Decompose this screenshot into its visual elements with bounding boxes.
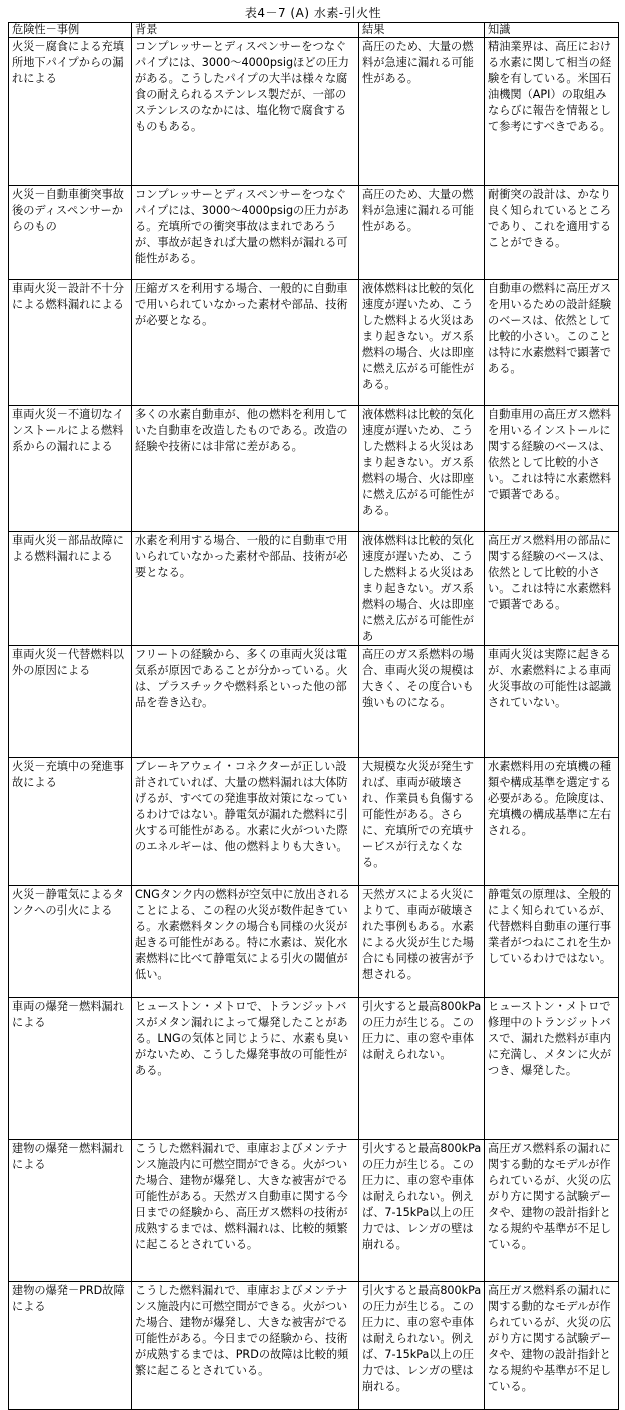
cell-hazard: 火災－静電気によるタンクへの引火による <box>9 886 132 998</box>
cell-knowledge: 高圧ガス燃料系の漏れに関する動的なモデルが作られているが、火災の広がり方に関する試験データや、建物の設計指針となる規約や基準が不足している。 <box>485 1140 619 1282</box>
table-row <box>9 758 619 886</box>
cell-knowledge: 自動車の燃料に高圧ガスを用いるための設計経験のベースは、依然として比較的小さい。このことは特に水素燃料で顕著である。 <box>485 280 619 406</box>
table-row <box>9 532 619 646</box>
cell-result: 高圧のため、大量の燃料が急速に漏れる可能性がある。 <box>359 38 485 186</box>
cell-knowledge: 高圧ガス燃料系の漏れに関する動的なモデルが作られているが、火災の広がり方に関する試験データや、建物の設計指針となる規約や基準が不足している。 <box>485 1282 619 1410</box>
cell-result: 天然ガスによる火災によりて、車両が破壊された事例もある。水素による火災が生じた場合にも同様の被害が予想される。 <box>359 886 485 998</box>
cell-background: CNGタンク内の燃料が空気中に放出されることによる、この程の火災が数件起きている。水素燃料タンクの場合も同様の火災が起きる可能性がある。特に水素は、炭化水素燃料に比べて静電気による引火の閾値が低い。 <box>132 886 359 998</box>
table-row <box>9 280 619 406</box>
cell-result: 液体燃料は比較的気化速度が遅いため、こうした燃料よる火災はあまり起きない。ガス系燃料の場合、火は即座に燃え広がる可能性がある。 <box>359 280 485 406</box>
header-hazard: 危険性－事例 <box>9 23 132 38</box>
cell-knowledge: 自動車用の高圧ガス燃料を用いるインストールに関する経験のベースは、依然として比較的小さい。これは特に水素燃料で顕著である。 <box>485 406 619 532</box>
cell-result: 液体燃料は比較的気化速度が遅いため、こうした燃料よる火災はあまり起きない。ガス系燃料の場合、火は即座に燃え広がる可能性がある。 <box>359 406 485 532</box>
cell-knowledge: 静電気の原理は、全般的によく知られているが、代替燃料自動車の運行事業者がつねにこれを生かしているわけではない。 <box>485 886 619 998</box>
cell-background: こうした燃料漏れで、車庫およびメンテナンス施設内に可燃空間ができる。火がついた場合、建物が爆発し、大きな被害がでる可能性がある。天然ガス自動車に関する今日までの経験から、高圧ガス燃料の技術が成熟するまでは、燃料漏れは、比較的頻繁に起こるとされている。 <box>132 1140 359 1282</box>
header-row <box>9 23 619 38</box>
header-background: 背景 <box>132 23 359 38</box>
table-row <box>9 38 619 186</box>
table-row <box>9 998 619 1140</box>
table-row <box>9 886 619 998</box>
cell-knowledge: ヒューストン・メトロで修理中のトランジットバスで、漏れた燃料が車内に充満し、メタンに火がつき、爆発した。 <box>485 998 619 1140</box>
cell-background: こうした燃料漏れで、車庫およびメンテナンス施設内に可燃空間ができる。火がついた場合、建物が爆発し、大きな被害がでる可能性がある。今日までの経験から、技術が成熟するまでは、PRDの故障は比較的頻繁に起こるとされている。 <box>132 1282 359 1410</box>
cell-knowledge: 水素燃料用の充填機の種類や構成基準を選定する必要がある。危険度は、充填機の構成基準に左右される。 <box>485 758 619 886</box>
cell-knowledge: 耐衝突の設計は、かなり良く知られているところであり、これを適用することができる。 <box>485 186 619 280</box>
header-result: 結果 <box>359 23 485 38</box>
cell-background: ヒューストン・メトロで、トランジットバスがメタン漏れによって爆発したことがある。LNGの気体と同じように、水素も臭いがないため、こうした爆発事故の可能性がある。 <box>132 998 359 1140</box>
cell-result: 引火すると最高800kPaの圧力が生じる。この圧力に、車の窓や車体は耐えられない。例えば、7-15kPa以上の圧力では、レンガの壁は崩れる。 <box>359 1140 485 1282</box>
cell-hazard: 火災－腐食による充填所地下パイプからの漏れによる <box>9 38 132 186</box>
cell-knowledge: 高圧ガス燃料用の部品に関する経験のベースは、依然として比較的小さい。これは特に水素燃料で顕著である。 <box>485 532 619 646</box>
cell-hazard: 建物の爆発－燃料漏れによる <box>9 1140 132 1282</box>
cell-result: 大規模な火災が発生すれば、車両が破壊され、作業員も負傷する可能性がある。さらに、充填所での充填サービスが行えなくなる。 <box>359 758 485 886</box>
cell-background: コンプレッサーとディスペンサーをつなぐパイプには、3000～4000psigほどの圧力がある。こうしたパイプの大半は様々な腐食の耐えられるステンレス製だが、一部のステンレスのなかには、塩化物で腐食するものもある。 <box>132 38 359 186</box>
cell-background: ブレーキアウェイ・コネクターが正しい設計されていれば、大量の燃料漏れは大体防げるが、すべての発進事故対策になっているわけではない。静電気が漏れた燃料に引火する可能性がある。水素に火がついた際のエネルギーは、他の燃料よりも大きい。 <box>132 758 359 886</box>
cell-result: 液体燃料は比較的気化速度が遅いため、こうした燃料よる火災はあまり起きない。ガス系燃料の場合、火は即座に燃え広がる可能性があ <box>359 532 485 646</box>
cell-background: コンプレッサーとディスペンサーをつなぐパイプには、3000～4000psigの圧力がある。充填所での衝突事故はまれであろうが、事故が起きれば大量の燃料が漏れる可能性がある。 <box>132 186 359 280</box>
cell-knowledge: 車両火災は実際に起きるが、水素燃料による車両火災事故の可能性は認識されていない。 <box>485 646 619 758</box>
cell-result: 引火すると最高800kPaの圧力が生じる。この圧力に、車の窓や車体は耐えられない。例えば、7-15kPa以上の圧力では、レンガの壁は崩れる。 <box>359 1282 485 1410</box>
hazard-table <box>8 22 619 1410</box>
table-row <box>9 186 619 280</box>
header-knowledge: 知識 <box>485 23 619 38</box>
table-row <box>9 646 619 758</box>
cell-background: フリートの経験から、多くの車両火災は電気系が原因であることが分かっている。火は、プラスチックや燃料系といった他の部品を巻き込む。 <box>132 646 359 758</box>
cell-hazard: 車両火災－代替燃料以外の原因による <box>9 646 132 758</box>
table-row <box>9 1140 619 1282</box>
table-title: 表4－7 (A) 水素-引火性 <box>244 6 382 20</box>
cell-background: 水素を利用する場合、一般的に自動車で用いられていなかった素材や部品、技術が必要となる。 <box>132 532 359 646</box>
cell-hazard: 車両火災－不適切なインストールによる燃料系からの漏れによる <box>9 406 132 532</box>
table-row <box>9 1282 619 1410</box>
cell-result: 高圧のため、大量の燃料が急速に漏れる可能性がある。 <box>359 186 485 280</box>
cell-background: 多くの水素自動車が、他の燃料を利用していた自動車を改造したものである。改造の経験や技術には非常に差がある。 <box>132 406 359 532</box>
cell-background: 圧縮ガスを利用する場合、一般的に自動車で用いられていなかった素材や部品、技術が必要となる。 <box>132 280 359 406</box>
cell-result: 高圧のガス系燃料の場合、車両火災の規模は大きく、その度合いも強いものになる。 <box>359 646 485 758</box>
cell-hazard: 車両火災－部品故障による燃料漏れによる <box>9 532 132 646</box>
cell-hazard: 火災－充填中の発進事故による <box>9 758 132 886</box>
cell-knowledge: 精油業界は、高圧における水素に関して相当の経験を有している。米国石油機関（API）の取組みならびに報告を情報として参考にすべきである。 <box>485 38 619 186</box>
cell-hazard: 火災－自動車衝突事故後のディスペンサーからのもの <box>9 186 132 280</box>
cell-result: 引火すると最高800kPaの圧力が生じる。この圧力に、車の窓や車体は耐えられない。 <box>359 998 485 1140</box>
table-row <box>9 406 619 532</box>
cell-hazard: 車両火災－設計不十分による燃料漏れによる <box>9 280 132 406</box>
cell-hazard: 建物の爆発－PRD故障による <box>9 1282 132 1410</box>
cell-hazard: 車両の爆発－燃料漏れによる <box>9 998 132 1140</box>
